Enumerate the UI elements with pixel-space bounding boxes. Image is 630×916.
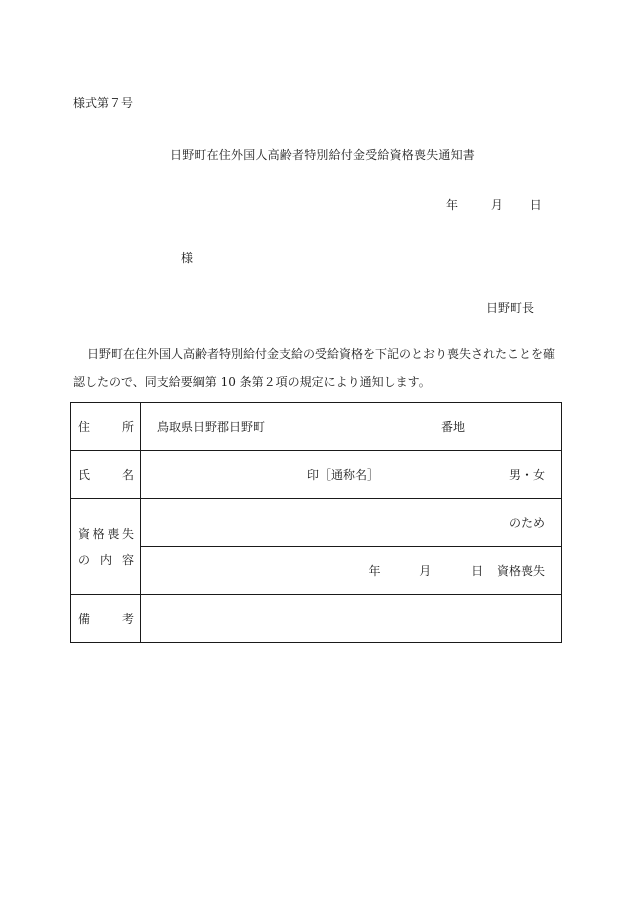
remarks-label-char: 備 (78, 612, 91, 626)
address-label-char: 住 (78, 420, 91, 434)
remarks-row (71, 595, 562, 643)
lost-label-char: 内 (99, 553, 112, 567)
name-label-char: 名 (121, 468, 134, 482)
issuer-name: 日野町長 (486, 301, 535, 315)
lost-reason-field[interactable] (141, 499, 562, 547)
body-paragraph: 日野町在住外国人高齢者特別給付金支給の受給資格を下記のとおり喪失されたことを確認したので、同支給要綱第 10 条第２項の規定により通知します。 (73, 347, 556, 389)
lost-label-char: 失 (121, 527, 134, 541)
lost-date-day: 日 (471, 564, 484, 578)
lost-date-field[interactable] (141, 547, 562, 595)
name-row (71, 451, 562, 499)
name-label (71, 451, 141, 499)
address-suffix: 番地 (441, 420, 466, 434)
lost-date-year: 年 (368, 564, 381, 578)
lost-date (368, 562, 545, 579)
lost-label-char: 格 (92, 527, 105, 541)
name-label-char: 氏 (78, 468, 91, 482)
issue-date-day: 日 (529, 198, 542, 212)
lost-reason-suffix: のため (508, 516, 545, 530)
lost-label (71, 499, 141, 595)
remarks-field[interactable] (141, 595, 562, 643)
lost-label-char: 喪 (107, 527, 120, 541)
lost-label-char: 資 (78, 527, 91, 541)
remarks-label-char: 考 (121, 612, 134, 626)
address-row (71, 403, 562, 451)
recipient-suffix: 様 (181, 251, 194, 265)
address-label-char: 所 (121, 420, 134, 434)
sex-choice[interactable]: 男・女 (508, 468, 545, 482)
issue-date-year: 年 (446, 198, 459, 212)
lost-date-month: 月 (419, 564, 432, 578)
issue-date (446, 196, 542, 213)
lost-label-char: の (78, 553, 91, 567)
issue-date-month: 月 (490, 198, 503, 212)
address-field[interactable] (141, 403, 562, 451)
name-field[interactable] (141, 451, 562, 499)
address-label (71, 403, 141, 451)
document-title: 日野町在住外国人高齢者特別給付金受給資格喪失通知書 (170, 148, 476, 162)
info-table (70, 402, 562, 643)
lost-label-char: 容 (121, 553, 134, 567)
lost-text: 資格喪失 (496, 564, 545, 578)
address-prefix: 鳥取県日野郡日野町 (157, 420, 266, 434)
remarks-label (71, 595, 141, 643)
lost-date-row (71, 547, 562, 595)
lost-reason-row (71, 499, 562, 547)
seal-mark: 印［通称名］ (307, 468, 380, 482)
form-number: 様式第７号 (73, 96, 134, 110)
